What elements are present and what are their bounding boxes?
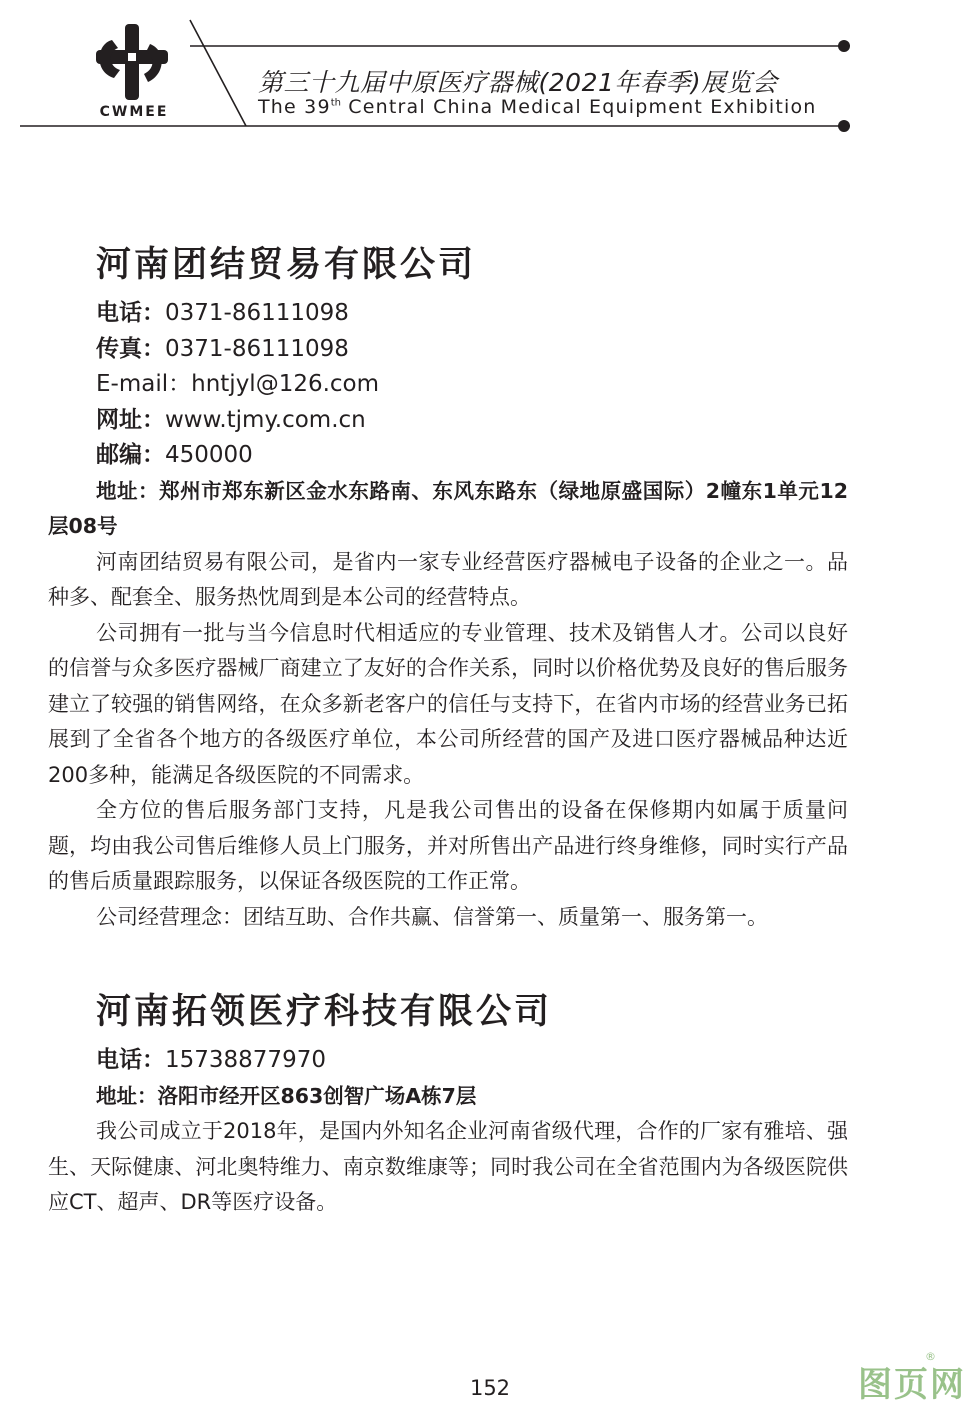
email-line — [96, 367, 848, 403]
company-entry-2 — [48, 987, 848, 1221]
expo-title-en-pre: The 39 — [258, 96, 331, 118]
fax-label: 传真： — [96, 335, 165, 362]
phone-line — [96, 296, 848, 332]
website-value: www.tjmy.com.cn — [165, 406, 366, 433]
body-paragraph: 全方位的售后服务部门支持，凡是我公司售出的设备在保修期内如属于质量问题，均由我公司售后维修人员上门服务，并对所售出产品进行终身维修，同时实行产品的售后质量跟踪服务，以保证各级医院的工作正常。 — [48, 798, 848, 893]
address-line: 地址：郑州市郑东新区金水东路南、东风东路东（绿地原盛国际）2幢东1单元12层08号 — [48, 478, 848, 538]
company-name: 河南拓领医疗科技有限公司 — [96, 992, 553, 1032]
postcode-line — [96, 438, 848, 474]
fax-line — [96, 332, 848, 368]
phone-value: 0371-86111098 — [165, 300, 349, 326]
email-value: hntjyl@126.com — [191, 371, 380, 397]
page-header — [0, 0, 980, 140]
expo-title-zh: 第三十九届中原医疗器械(2021年春季)展览会 — [258, 68, 778, 97]
company-entry-1 — [48, 240, 848, 935]
cwmee-logo-icon — [92, 22, 172, 102]
fax-value: 0371-86111098 — [165, 335, 349, 362]
body-paragraph: 我公司成立于2018年，是国内外知名企业河南省级代理，合作的厂家有雅培、强生、天际健康、河北奥特维力、南京数维康等；同时我公司在全省范围内为各级医院供应CT、超声、DR等医疗设备。 — [48, 1119, 848, 1214]
postcode-value: 450000 — [165, 442, 253, 468]
phone-line — [96, 1043, 848, 1079]
phone-value: 15738877970 — [165, 1047, 326, 1073]
company-name: 河南团结贸易有限公司 — [96, 245, 477, 285]
expo-title-en — [258, 96, 817, 118]
watermark-logo: 图页网 — [858, 1365, 966, 1405]
expo-title-en-sup: th — [330, 97, 342, 109]
body-paragraph: 公司经营理念：团结互助、合作共赢、信誉第一、质量第一、服务第一。 — [96, 904, 768, 929]
postcode-label: 邮编： — [96, 442, 165, 468]
expo-title-en-post: Central China Medical Equipment Exhibition — [341, 96, 817, 118]
phone-label: 电话： — [96, 1047, 165, 1073]
page-number: 152 — [469, 1376, 511, 1400]
email-label: E-mail： — [96, 371, 192, 397]
section-spacer — [48, 935, 848, 987]
phone-label: 电话： — [96, 300, 165, 326]
address-line: 地址：洛阳市经开区863创智广场A栋7层 — [96, 1083, 477, 1108]
body-paragraph: 河南团结贸易有限公司，是省内一家专业经营医疗器械电子设备的企业之一。品种多、配套全、服务热忱周到是本公司的经营特点。 — [48, 549, 848, 609]
registered-mark-icon: ® — [925, 1350, 936, 1363]
logo-text: CWMEE — [99, 104, 169, 120]
body-paragraph: 公司拥有一批与当今信息时代相适应的专业管理、技术及销售人才。公司以良好的信誉与众多医疗器械厂商建立了友好的合作关系，同时以价格优势及良好的售后服务建立了较强的销售网络，在众多新老客户的信任与支持下，在省内市场的经营业务已拓展到了全省各个地方的各级医疗单位，本公司所经营的国产及进口医疗器械品种达近200多种，能满足各级医院的不同需求。 — [48, 620, 848, 787]
page-content — [48, 240, 848, 1221]
website-label: 网址： — [96, 406, 165, 433]
website-line — [96, 403, 848, 439]
